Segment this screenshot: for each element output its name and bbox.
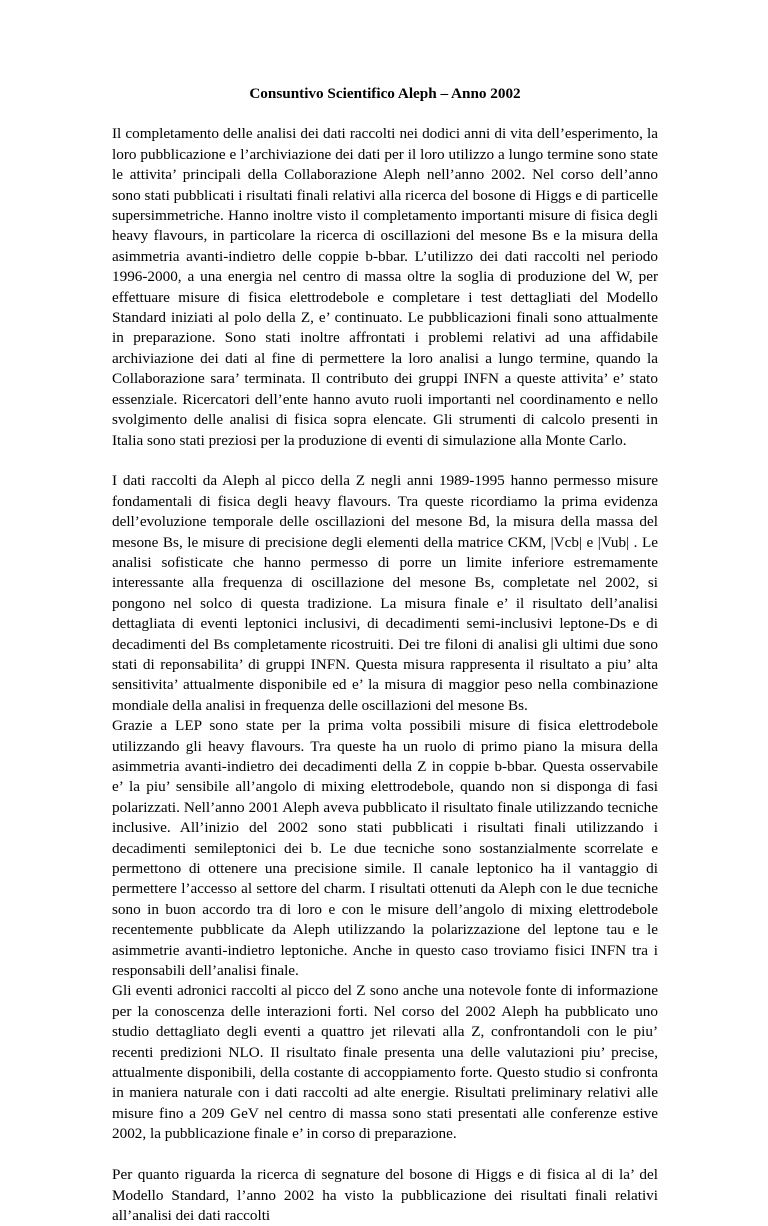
paragraph-higgs-search: Per quanto riguarda la ricerca di segnature del bosone di Higgs e di fisica al di la’ del Modello Standard, l’anno 2002 ha visto la pubblicazione dei risultati finali relativi all’analisi dei dati raccolti bbox=[112, 1166, 658, 1224]
paragraph-strong-interactions: Gli eventi adronici raccolti al picco del Z sono anche una notevole fonte di informazione per la conoscenza delle interazioni forti. Nel corso del 2002 Aleph ha pubblicato uno studio dettagliato degli eventi a quattro jet rilevati alla Z, confrontandoli con le piu’ recenti predizioni NLO. Il risultato finale presenta una delle valutazioni piu’ precise, attualmente disponibili, della costante di accoppiamento forte. Questo studio si confronta in maniera naturale con i dati raccolti ad alte energie. Risultati preliminary relativi alle misure fino a 209 GeV nel centro di massa sono stati presentati alle conferenze estive 2002, la pubblicazione finale e’ in corso di preparazione. bbox=[112, 982, 658, 1143]
document-title: Consuntivo Scientifico Aleph – Anno 2002 bbox=[249, 85, 521, 102]
paragraph-heavy-flavours: I dati raccolti da Aleph al picco della Z negli anni 1989-1995 hanno permesso misure fondamentali di fisica degli heavy flavours. Tra queste ricordiamo la prima evidenza dell’evoluzione temporale delle oscillazioni del mesone Bd, la misura della massa del mesone Bs, le misure di precisione degli elementi della matrice CKM, |Vcb| e |Vub| . Le analisi sofisticate che hanno permesso di porre un limite inferiore estremamente interessante alla frequenza di oscillazione del mesone Bs, completate nel 2002, si pongono nel solco di questa tradizione. La misura finale e’ il risultato dell’analisi dettagliata di eventi leptonici inclusivi, di decadimenti semi-inclusivi leptone-Ds e di decadimenti del Bs completamente ricostruiti. Dei tre filoni di analisi gli ultimi due sono stati di reponsabilita’ di gruppi INFN. Questa misura rappresenta il risultato a piu’ alta sensitivita’ attualmente disponibile ed e’ la misura di maggior peso nella combinazione mondiale della analisi in frequenza delle oscillazioni del mesone Bs. bbox=[112, 472, 658, 714]
document-page bbox=[112, 84, 658, 1226]
paragraph-summary: Il completamento delle analisi dei dati raccolti nei dodici anni di vita dell’esperimento, la loro pubblicazione e l’archiviazione dei dati per il loro utilizzo a lungo termine sono state le attivita’ principali della Collaborazione Aleph nell’anno 2002. Nel corso dell’anno sono stati pubblicati i risultati finali relativi alla ricerca del bosone di Higgs e di particelle supersimmetriche. Hanno inoltre visto il completamento importanti misure di fisica degli heavy flavours, in particolare la ricerca di oscillazioni del mesone Bs e la misura della asimmetria avanti-indietro delle coppie b-bbar. L’utilizzo dei dati raccolti nel periodo 1996-2000, a una energia nel centro di massa oltre la soglia di produzione del W, per effettuare misure di fisica elettrodebole e completare i test dettagliati del Modello Standard iniziati al polo della Z, e’ continuato. Le pubblicazioni finali sono attualmente in preparazione. Sono stati inoltre affrontati i problemi relativi ad una affidabile archiviazione dei dati al fine di permettere la loro analisi a lungo termine, quando la Collaborazione sara’ terminata. Il contributo dei gruppi INFN a queste attivita’ e’ stato essenziale. Ricercatori dell’ente hanno avuto ruoli importanti nel coordinamento e nello svolgimento delle analisi di fisica sopra elencate. Gli strumenti di calcolo presenti in Italia sono stati preziosi per la produzione di eventi di simulazione alla Monte Carlo. bbox=[112, 125, 658, 449]
paragraph-electroweak: Grazie a LEP sono state per la prima volta possibili misure di fisica elettrodebole utilizzando gli heavy flavours. Tra queste ha un ruolo di primo piano la misura della asimmetria avanti-indietro dei decadimenti della Z in coppie b-bbar. Questa osservabile e’ la piu’ sensibile all’angolo di mixing elettrodebole, quando non si disponga di fasi polarizzati. Nell’anno 2001 Aleph aveva pubblicato il risultato finale utilizzando tecniche inclusive. All’inizio del 2002 sono stati pubblicati i risultati finali utilizzando i decadimenti semileptonici dei b. Le due tecniche sono sostanzialmente scorrelate e permettono di ottenere una precisione simile. Il canale leptonico ha il vantaggio di permettere l’accesso al settore del charm. I risultati ottenuti da Aleph con le due tecniche sono in buon accordo tra di loro e con le misure dell’angolo di mixing elettrodebole recentemente pubblicate da Aleph utilizzando la polarizzazione del leptone tau e le asimmetrie avanti-indietro leptoniche. Anche in questo caso troviamo fisici INFN tra i responsabili dell’analisi finale. bbox=[112, 717, 658, 980]
